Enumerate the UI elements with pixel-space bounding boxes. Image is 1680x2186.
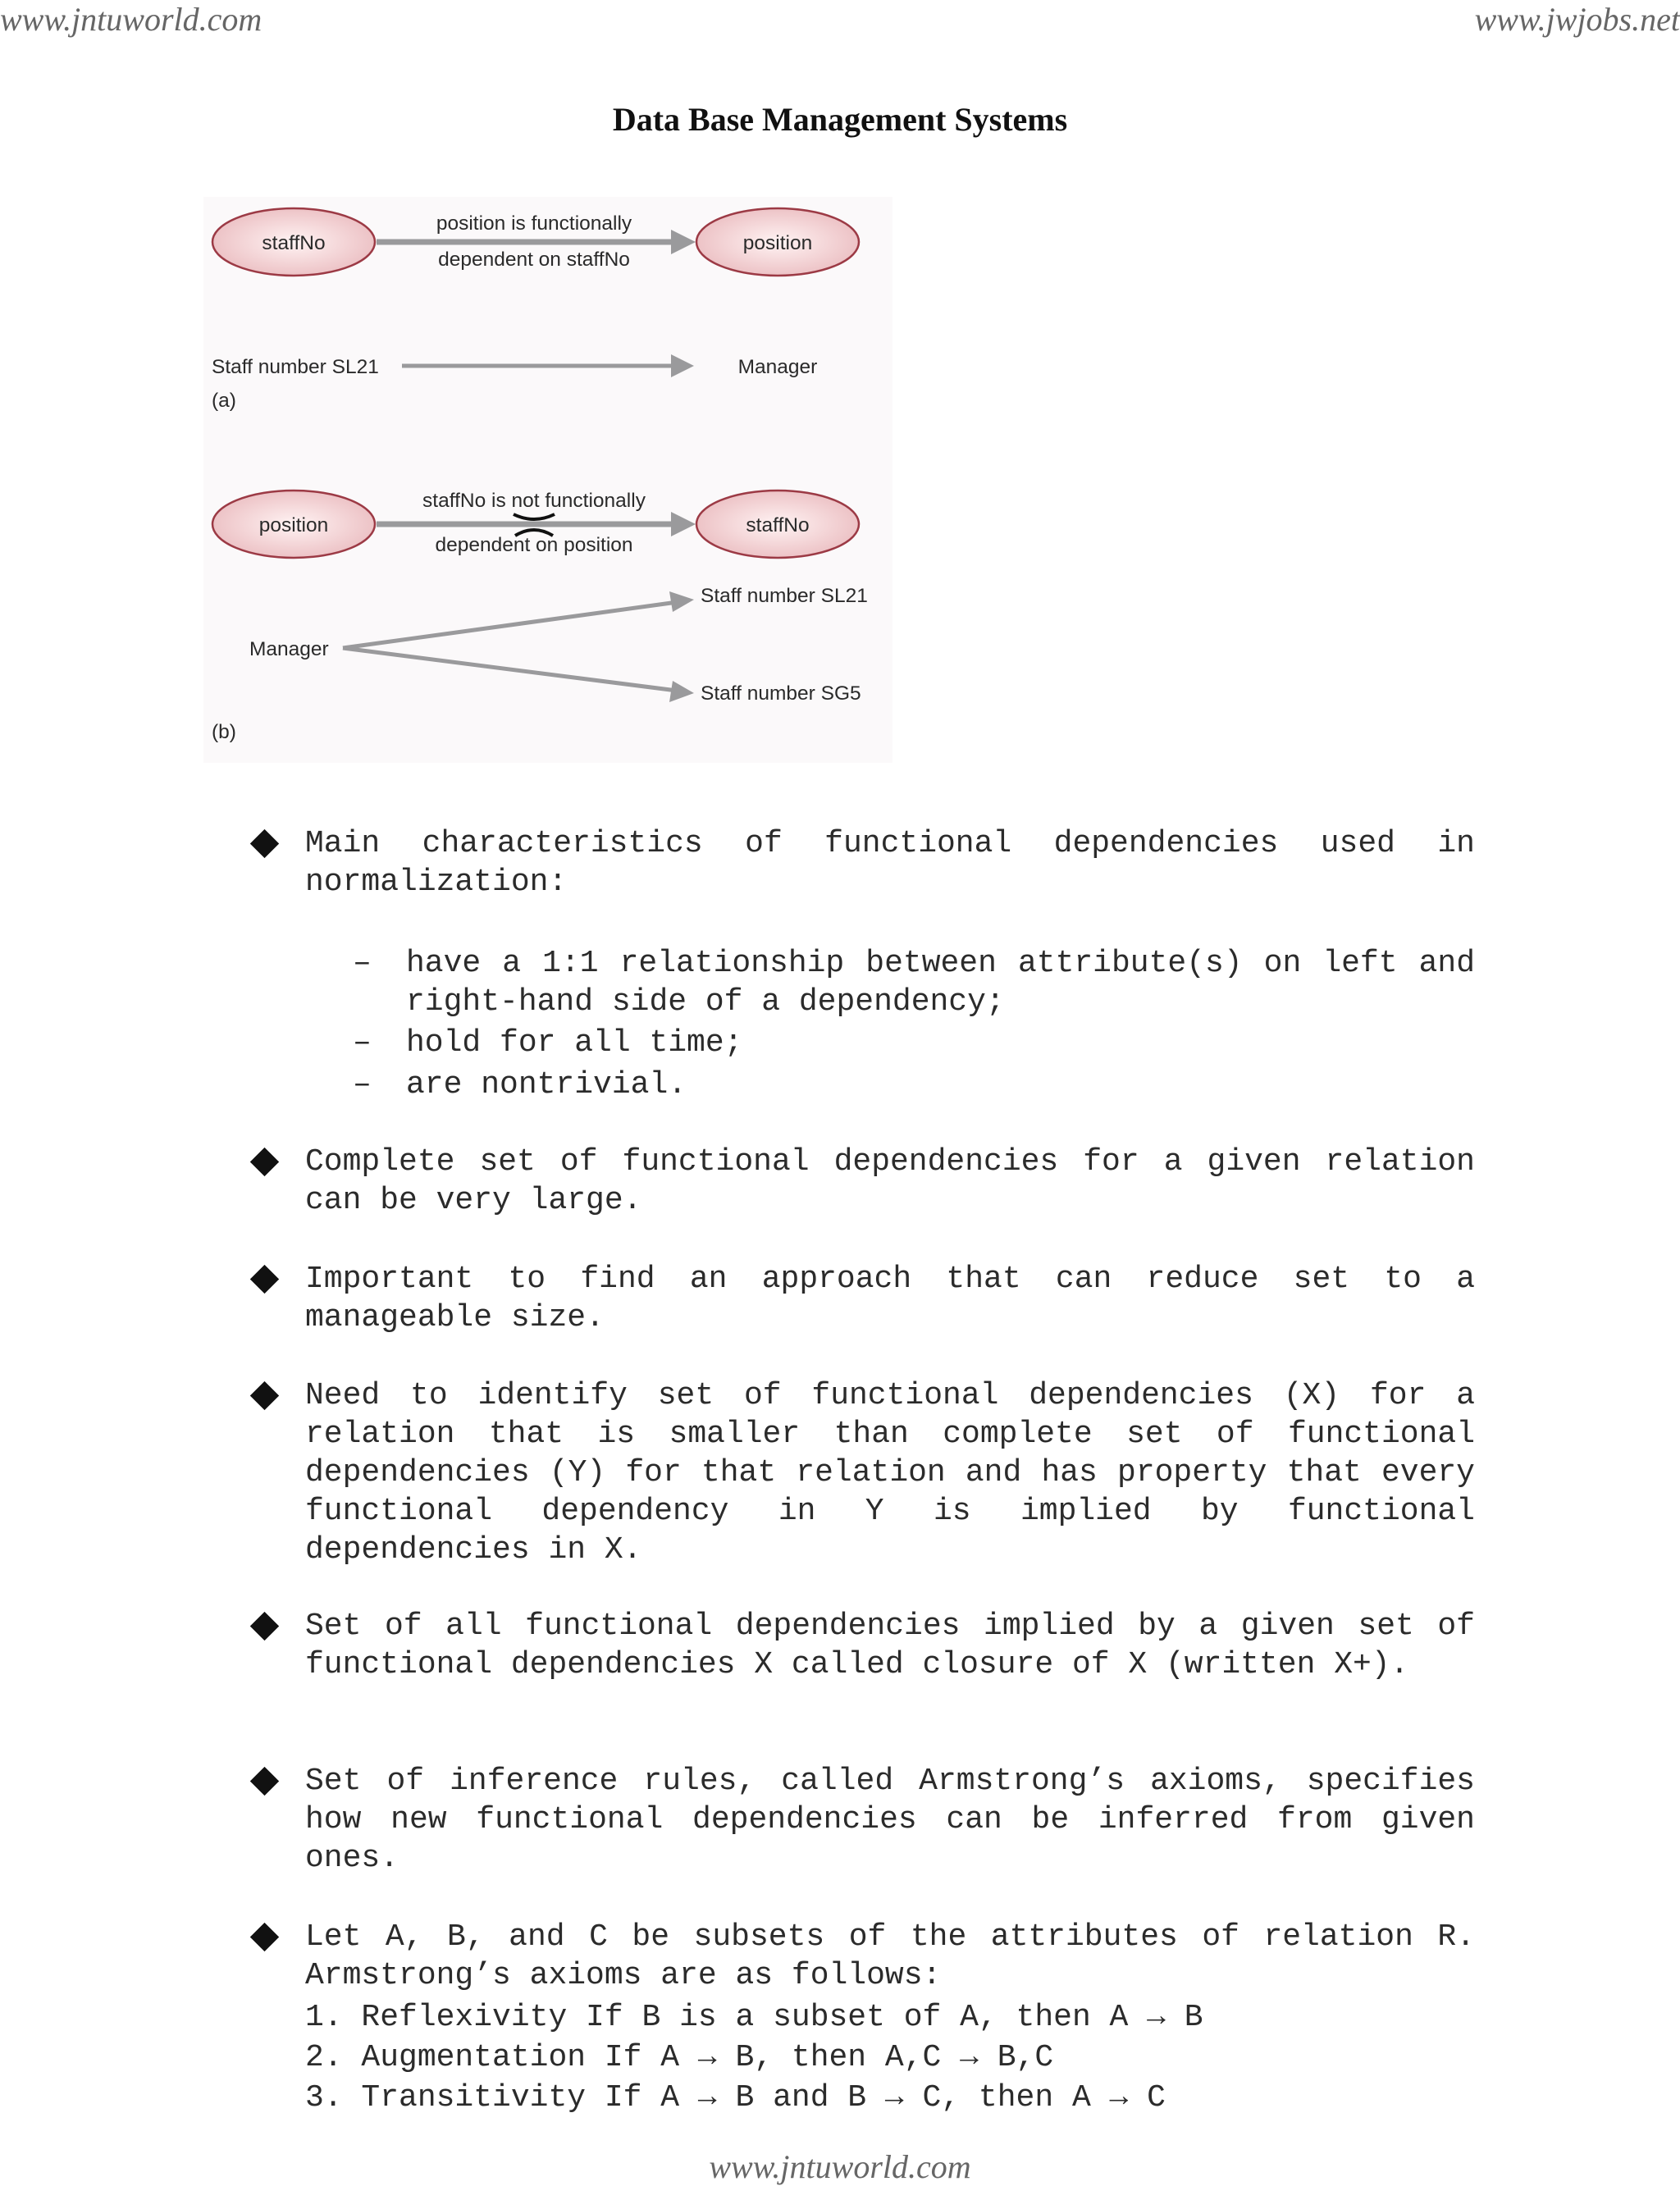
node-a-right-label: position [742,232,813,254]
axiom-line: 1. Reflexivity If B is a subset of A, then A → B [305,2000,1203,2035]
bullet-diamond-icon [250,1767,279,1796]
bullet-text: Main characteristics of functional dependencies used in normalization: [305,826,1475,900]
bullet-diamond-icon [250,1265,279,1294]
example-a-right: Manager [737,356,818,378]
bullet-text: Need to identify set of functional dependencies (X) for a relation that is smaller than complete set of functional dependencies (Y) for that relation and has property that every functional dependency in Y is implied by functional dependencies in X. [305,1378,1475,1568]
example-b-right-2: Staff number SG5 [701,682,861,705]
tag-b: (b) [212,721,236,743]
tag-a: (a) [212,390,236,412]
axiom-line: 2. Augmentation If A → B, then A,C → B,C [305,2040,1054,2075]
axiom-line: 3. Transitivity If A → B and B → C, then A → C [305,2080,1166,2115]
bullet-diamond-icon [250,1381,279,1410]
header-left-url: www.jntuworld.com [0,1,262,38]
dash-icon: – [353,1067,372,1102]
example-a-left: Staff number SL21 [212,356,379,378]
bullet-text: Let A, B, and C be subsets of the attributes of relation R. Armstrong’s axioms are as follows: [305,1919,1475,1993]
sub-item-text: have a 1:1 relationship between attribute(s) on left and right-hand side of a dependency; [406,946,1475,1020]
header-right-url: www.jwjobs.net [1474,1,1680,38]
bullet-text: Set of inference rules, called Armstrong’s axioms, specifies how new functional dependencies can be inferred from given ones. [305,1764,1475,1876]
arrow-a-label-2: dependent on staffNo [438,249,630,271]
arrow-b-label-1: staffNo is not functionally [422,490,646,512]
footer-url: www.jntuworld.com [709,2148,971,2185]
bullet-text: Important to find an approach that can reduce set to a manageable size. [305,1262,1475,1335]
node-b-left-label: position [258,514,329,536]
bullet-text: Set of all functional dependencies implied by a given set of functional dependencies X called closure of X (written X+). [305,1609,1475,1682]
bullet-text: Complete set of functional dependencies for a given relation can be very large. [305,1144,1475,1218]
bullet-diamond-icon [250,1923,279,1951]
bullet-diamond-icon [250,1148,279,1176]
arrow-a-label-1: position is functionally [436,212,632,235]
example-b-left: Manager [249,638,329,660]
dash-icon: – [353,1025,372,1061]
arrow-b-label-2: dependent on position [435,534,633,556]
bullet-diamond-icon [250,1612,279,1641]
node-a-left-label: staffNo [262,232,326,254]
example-b-right-1: Staff number SL21 [701,585,868,607]
functional-dependency-diagram [203,197,892,763]
figure-background [203,197,892,763]
page-title: Data Base Management Systems [612,101,1068,138]
dash-icon: – [353,946,372,981]
bullet-diamond-icon [250,829,279,858]
node-b-right-label: staffNo [746,514,810,536]
sub-item-text: are nontrivial. [406,1067,687,1102]
sub-item-text: hold for all time; [406,1025,743,1061]
